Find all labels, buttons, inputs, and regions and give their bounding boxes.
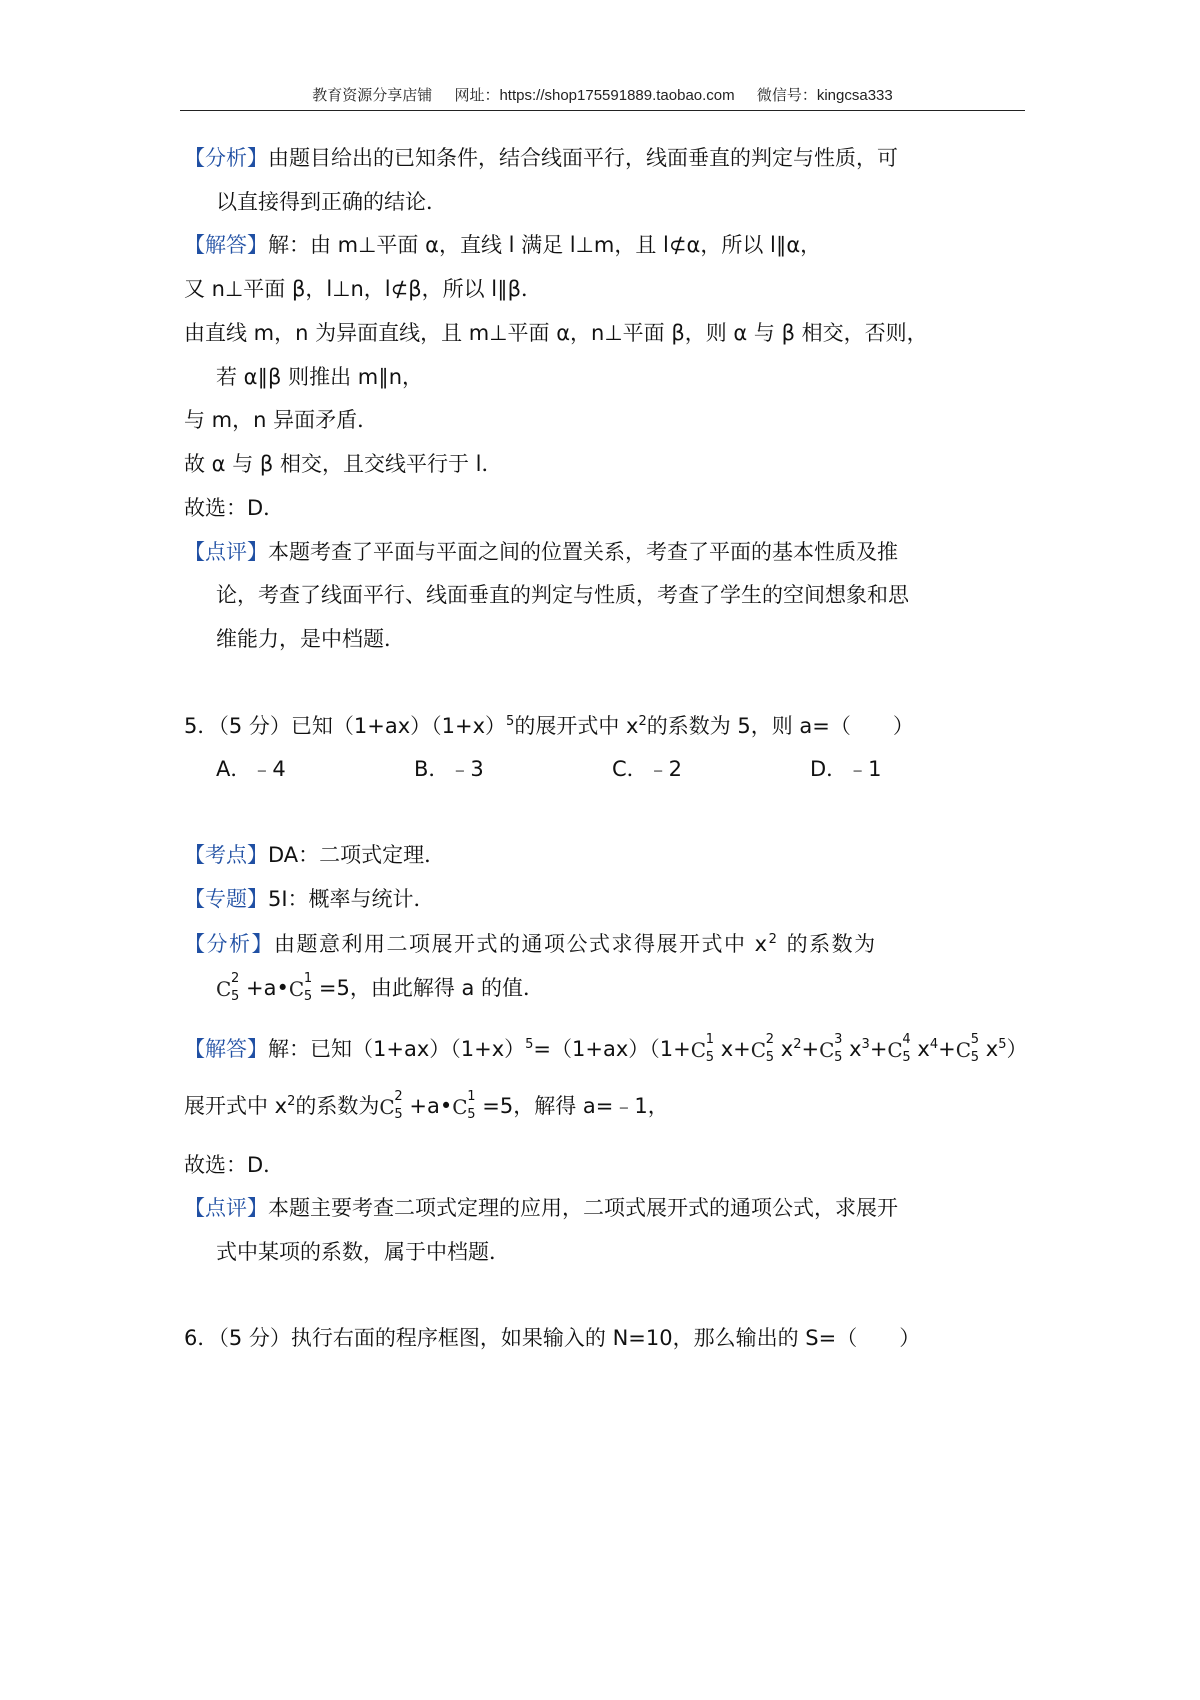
q4-analysis-line-2: 以直接得到正确的结论． [216, 190, 447, 214]
topic-tag: 【考点】 [184, 843, 268, 867]
q5-comment-line-2: 式中某项的系数，属于中档题． [216, 1240, 510, 1264]
q4-solution-line-5: 与 m，n 异面矛盾． [184, 408, 379, 432]
q5-analysis-line-2 [216, 971, 545, 1004]
q5-comment-line-1 [184, 1198, 898, 1219]
header-wechat: 微信号：kingcsa333 [756, 87, 893, 104]
q4-comment-text-1: 本题考查了平面与平面之间的位置关系，考查了平面的基本性质及推 [268, 540, 898, 564]
q5-option-b: B．﹣3 [414, 757, 484, 781]
q5-answer: 故选：D． [184, 1153, 285, 1177]
solution-tag: 【解答】 [184, 233, 268, 257]
q5-stem-exponent: 5 [506, 714, 515, 729]
q4-solution-line-2: 又 n⊥平面 β，l⊥n，l⊄β，所以 l∥β． [184, 277, 543, 301]
q5-stem-b: 的展开式中 x [514, 714, 639, 738]
q5-subject-line [184, 889, 435, 910]
q4-comment-line-3: 维能力，是中档题． [216, 627, 405, 651]
q4-solution-line-6: 故 α 与 β 相交，且交线平行于 l． [184, 452, 503, 476]
q4-answer: 故选：D． [184, 496, 285, 520]
q5-analysis-text-1b: 的系数为 [786, 932, 877, 956]
q5-analysis-text-2b: =5，由此解得 a 的值． [318, 976, 545, 1000]
q4-comment-line-1 [184, 542, 898, 563]
binom-c5-3-term: C 3 5 [819, 1032, 843, 1065]
q5-stem-a: 5．（5 分）已知（1+ax）（1+x） [184, 714, 507, 738]
q5-comment-text-1: 本题主要考查二项式定理的应用，二项式展开式的通项公式，求展开 [268, 1196, 898, 1220]
q5-solution-square: 2 [287, 1094, 296, 1109]
q5-topic-line [184, 845, 445, 866]
q5-analysis-text-1a: 由题意利用二项展开式的通项公式求得展开式中 x [274, 932, 769, 956]
q4-solution-line-1 [184, 235, 821, 256]
subject-tag: 【专题】 [184, 887, 268, 911]
binom-c5-2-term: C 2 5 [750, 1032, 775, 1065]
comment-tag: 【点评】 [184, 540, 268, 564]
q5-analysis-line-1 [184, 933, 877, 955]
q5-topic-text: DA：二项式定理． [268, 843, 446, 867]
q5-stem [184, 715, 914, 737]
q5-option-d: D．﹣1 [810, 757, 882, 781]
q5-analysis-square: 2 [768, 932, 779, 947]
analysis-tag: 【分析】 [184, 932, 274, 956]
q5-options [216, 759, 916, 783]
binom-c5-2: C 2 5 [379, 1089, 403, 1122]
binom-c5-1-term: C 1 5 [690, 1032, 715, 1065]
q5-solution-text-2c: +a• [409, 1094, 453, 1118]
q6-stem: 6．（5 分）执行右面的程序框图，如果输入的 N=10，那么输出的 S=（ ） [184, 1326, 921, 1350]
q5-analysis-text-2a: +a• [246, 976, 289, 1000]
q4-analysis-text-1: 由题目给出的已知条件，结合线面平行，线面垂直的判定与性质，可 [268, 146, 898, 170]
q5-option-c: C．﹣2 [612, 757, 683, 781]
q5-solution-line-1: 【解答】解：已知$(1+ax)(1+x)^5=(1+ax)(1+$ C 1 5 x+ C 2 5 $x^2+$ C 3 5 $x^3+$ C 4 5 $x^4+$ C 5 5 $x^5$） [184, 1032, 1028, 1065]
binom-c5-1: C 1 5 [288, 971, 313, 1004]
analysis-tag: 【分析】 [184, 146, 268, 170]
q5-solution-text-1b: =（1+ax）（1+ [533, 1037, 691, 1061]
q5-stem-c: 的系数为 5，则 a=（ ） [646, 714, 914, 738]
q5-solution-text-2d: =5，解得 a=﹣1， [482, 1094, 669, 1118]
q4-solution-line-3: 由直线 m，n 为异面直线，且 m⊥平面 α，n⊥平面 β，则 α 与 β 相交，否则， [184, 321, 928, 345]
q5-solution-text-1a: 解：已知（1+ax）（1+x） [268, 1037, 526, 1061]
q5-solution-text-2b: 的系数为 [295, 1094, 380, 1118]
q5-solution-text-2a: 展开式中 x [184, 1094, 288, 1118]
binom-c5-2: C 2 5 [216, 971, 240, 1004]
q4-analysis-line-1 [184, 148, 898, 169]
header-rule [180, 110, 1025, 111]
solution-tag: 【解答】 [184, 1037, 268, 1061]
binom-c5-4-term: C 4 5 [887, 1032, 911, 1065]
q5-solution-line-2 [184, 1089, 669, 1122]
page-header [180, 84, 1025, 105]
q5-stem-square: 2 [638, 714, 647, 729]
comment-tag: 【点评】 [184, 1196, 268, 1220]
q4-solution-text-1: 解：由 m⊥平面 α，直线 l 满足 l⊥m，且 l⊄α，所以 l∥α， [268, 233, 822, 257]
q5-option-a: A．﹣4 [216, 757, 286, 781]
header-shop: 教育资源分享店铺 [312, 87, 433, 104]
binom-c5-5-term: C 5 5 [955, 1032, 980, 1065]
binom-c5-1: C 1 5 [452, 1089, 476, 1122]
q5-solution-text-1end: ） [1006, 1037, 1028, 1061]
q4-solution-line-4: 若 α∥β 则推出 m∥n， [216, 365, 424, 389]
header-url: 网址：https://shop175591889.taobao.com [454, 87, 735, 104]
q5-solution-exponent: 5 [525, 1037, 534, 1052]
q5-subject-text: 5I：概率与统计． [268, 887, 435, 911]
q4-comment-line-2: 论，考查了线面平行、线面垂直的判定与性质，考查了学生的空间想象和思 [216, 583, 909, 607]
